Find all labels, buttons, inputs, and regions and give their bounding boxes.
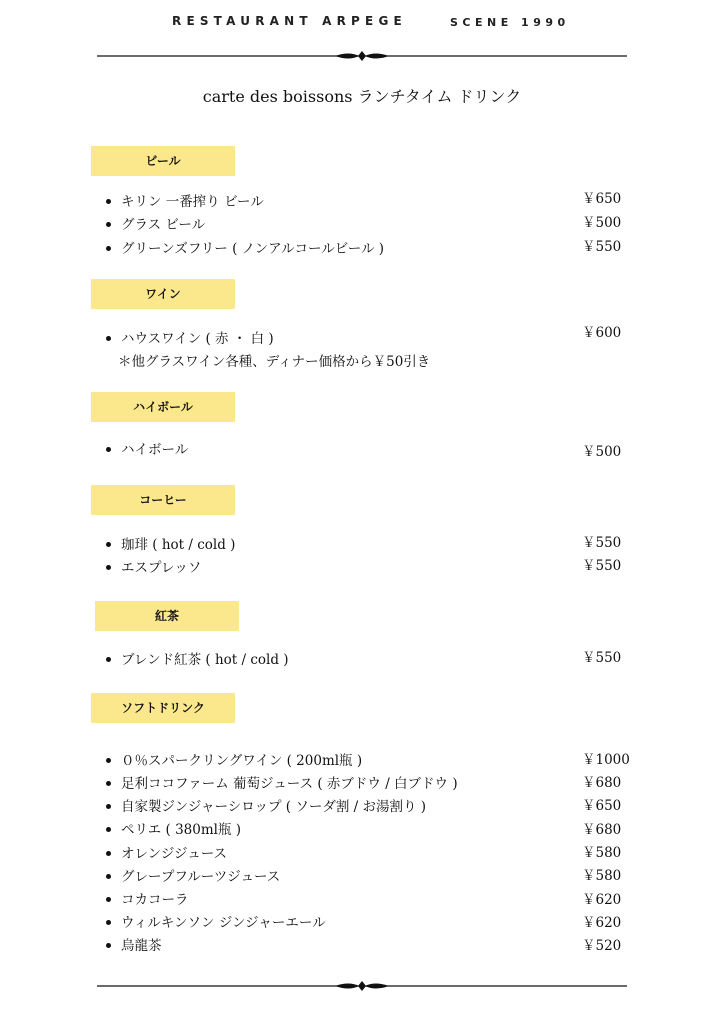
list-item	[106, 866, 280, 888]
item-name: 珈琲 ( hot / cold )	[121, 537, 236, 553]
item-name: キリン 一番搾り ビール	[121, 194, 264, 210]
item-name: ０％スパークリングワイン ( 200ml瓶 )	[121, 753, 363, 769]
item-name: グレープフルーツジュース	[121, 869, 281, 885]
list-item	[106, 819, 241, 841]
item-name: オレンジジュース	[121, 846, 228, 862]
bullet-icon	[106, 246, 111, 251]
item-name: エスプレッソ	[121, 560, 202, 576]
bullet-icon	[106, 781, 111, 786]
list-item	[106, 534, 235, 556]
page-title: carte des boissons ランチタイム ドリンク	[202, 87, 522, 106]
bullet-icon	[106, 897, 111, 902]
bullet-icon	[106, 542, 111, 547]
item-name: 烏龍茶	[121, 938, 162, 954]
wine-note: ＊他グラスワイン各種、ディナー価格から￥50引き	[118, 354, 431, 370]
list-item	[106, 935, 162, 957]
top-ornament-rule	[97, 49, 627, 63]
scene-label: SCENE 1990	[450, 16, 570, 29]
item-price: ￥680	[582, 822, 622, 838]
item-name: 自家製ジンジャーシロップ ( ソーダ割 / お湯割り )	[121, 799, 427, 815]
item-name: ブレンド紅茶 ( hot / cold )	[121, 652, 289, 668]
bullet-icon	[106, 851, 111, 856]
list-item	[106, 238, 384, 260]
item-name: ハイボール	[121, 442, 189, 458]
list-item	[106, 214, 205, 236]
list-item	[106, 191, 264, 213]
list-item	[106, 843, 227, 865]
bullet-icon	[106, 943, 111, 948]
item-price: ￥650	[582, 191, 622, 207]
header	[0, 14, 724, 34]
section-label-soft-drinks: ソフトドリンク	[91, 693, 235, 723]
item-price: ￥580	[582, 868, 622, 884]
item-price: ￥550	[582, 535, 622, 551]
bullet-icon	[106, 336, 111, 341]
item-name: ハウスワイン ( 赤 ・ 白 )	[121, 331, 274, 347]
item-price: ￥550	[582, 239, 622, 255]
bullet-icon	[106, 758, 111, 763]
list-item	[106, 649, 289, 671]
section-label-wine: ワイン	[91, 279, 235, 309]
bullet-icon	[106, 827, 111, 832]
item-price: ￥680	[582, 775, 622, 791]
bullet-icon	[106, 874, 111, 879]
list-item	[106, 773, 458, 795]
item-price: ￥520	[582, 938, 622, 954]
bullet-icon	[106, 804, 111, 809]
item-name: グリーンズフリー ( ノンアルコールビール )	[121, 241, 385, 257]
item-price: ￥620	[582, 915, 622, 931]
restaurant-name: RESTAURANT ARPEGE	[172, 14, 407, 28]
bullet-icon	[106, 199, 111, 204]
item-name: ペリエ ( 380ml瓶 )	[121, 822, 242, 838]
bullet-icon	[106, 447, 111, 452]
bullet-icon	[106, 565, 111, 570]
section-label-coffee: コーヒー	[91, 485, 235, 515]
list-item	[106, 912, 326, 934]
list-item	[106, 750, 362, 772]
section-label-highball: ハイボール	[91, 392, 235, 422]
item-price: ￥650	[582, 798, 622, 814]
list-item	[106, 796, 426, 818]
list-item	[106, 889, 189, 911]
list-item	[106, 328, 274, 350]
item-name: グラス ビール	[121, 217, 206, 233]
bullet-icon	[106, 657, 111, 662]
item-price: ￥550	[582, 650, 622, 666]
section-label-beer: ビール	[91, 146, 235, 176]
list-item	[106, 557, 201, 579]
item-price: ￥620	[582, 892, 622, 908]
item-price: ￥1000	[582, 752, 630, 768]
section-label-tea: 紅茶	[95, 601, 239, 631]
item-name: ウィルキンソン ジンジャーエール	[121, 915, 326, 931]
item-price: ￥550	[582, 558, 622, 574]
item-price: ￥580	[582, 845, 622, 861]
item-price: ￥600	[582, 325, 622, 341]
bullet-icon	[106, 222, 111, 227]
bullet-icon	[106, 920, 111, 925]
item-price: ￥500	[582, 444, 622, 460]
bottom-ornament-rule	[97, 979, 627, 993]
item-name: 足利ココファーム 葡萄ジュース ( 赤ブドウ / 白ブドウ )	[121, 776, 458, 792]
list-item	[106, 439, 188, 461]
item-name: コカコーラ	[121, 892, 189, 908]
item-price: ￥500	[582, 215, 622, 231]
